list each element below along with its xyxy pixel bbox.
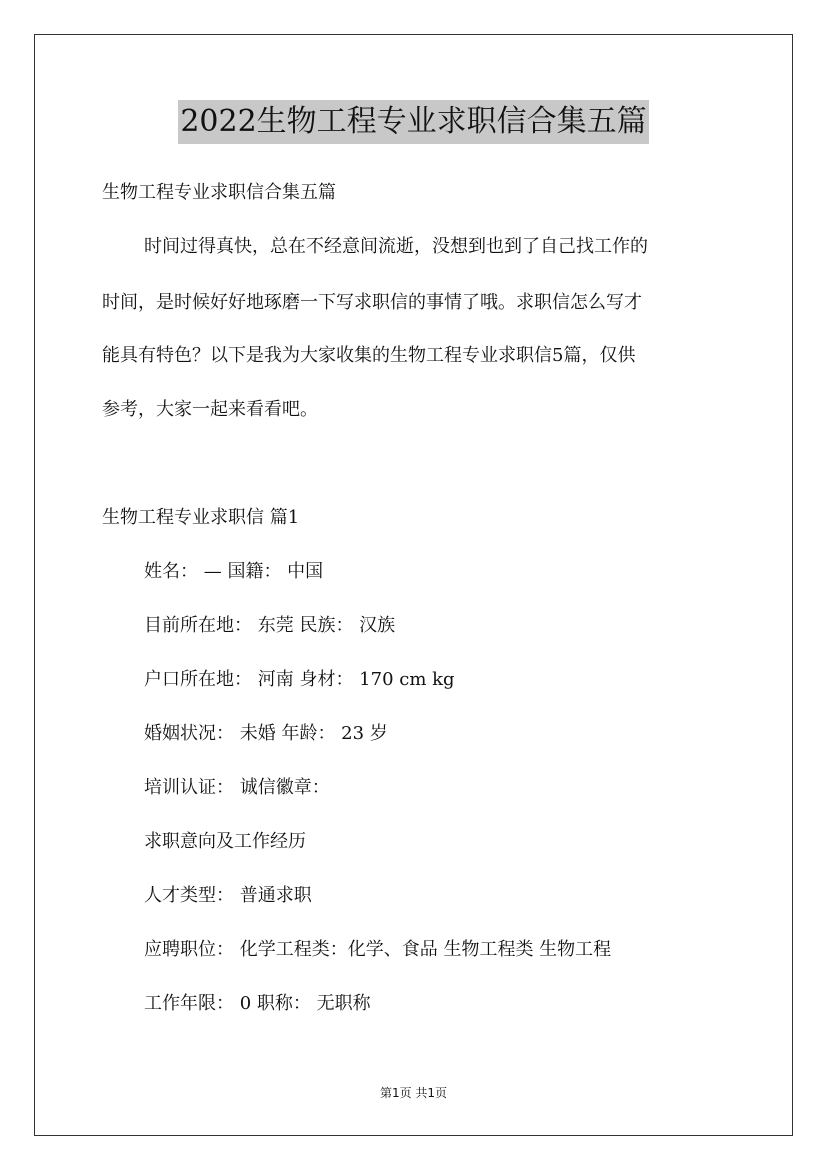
document-title: 2022生物工程专业求职信合集五篇	[178, 100, 648, 144]
intro-line: 时间过得真快，总在不经意间流逝，没想到也到了自己找工作的	[144, 236, 648, 257]
field-line: 应聘职位： 化学工程类：化学、食品 生物工程类 生物工程	[144, 939, 612, 960]
field-line: 姓名： — 国籍： 中国	[144, 561, 324, 582]
title-wrap	[0, 100, 827, 144]
field-line: 求职意向及工作经历	[144, 831, 306, 852]
intro-line: 能具有特色？以下是我为大家收集的生物工程专业求职信5篇，仅供	[102, 345, 636, 366]
field-line: 培训认证： 诚信徽章：	[144, 777, 330, 798]
field-line: 人才类型： 普通求职	[144, 885, 312, 906]
intro-line: 参考，大家一起来看看吧。	[102, 399, 318, 420]
field-line: 户口所在地： 河南 身材： 170 cm kg	[144, 669, 455, 690]
document-subtitle: 生物工程专业求职信合集五篇	[102, 182, 336, 203]
field-line: 婚姻状况： 未婚 年龄： 23 岁	[144, 723, 388, 744]
section-heading: 生物工程专业求职信 篇1	[102, 507, 300, 528]
page-footer: 第1页 共1页	[379, 1086, 448, 1100]
field-line: 工作年限： 0 职称： 无职称	[144, 993, 371, 1014]
intro-line: 时间，是时候好好地琢磨一下写求职信的事情了哦。求职信怎么写才	[102, 292, 642, 313]
field-line: 目前所在地： 东莞 民族： 汉族	[144, 615, 396, 636]
